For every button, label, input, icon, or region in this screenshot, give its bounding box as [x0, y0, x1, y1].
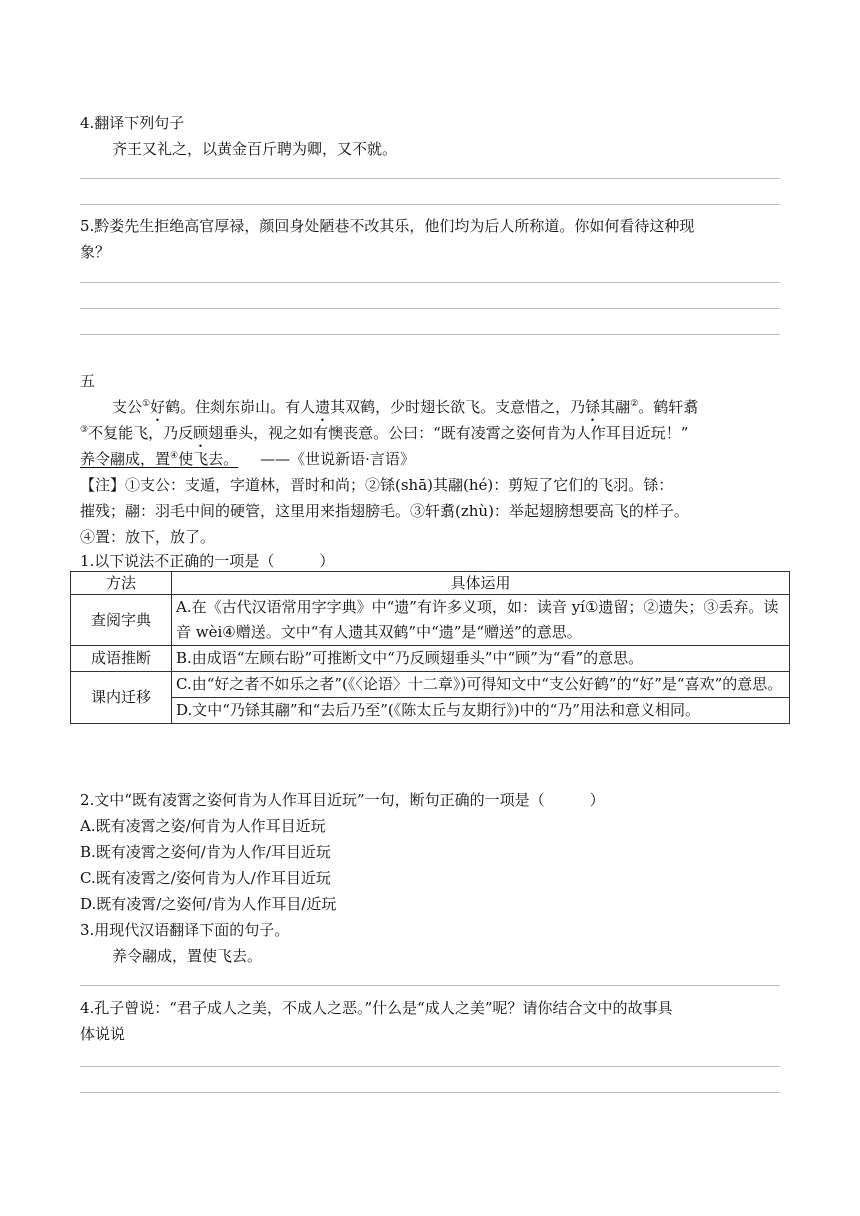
method-cell: 成语推断 [71, 646, 172, 672]
footnote-marker: ③ [80, 425, 89, 435]
answer-line [80, 308, 780, 309]
question-4b-prompt-line2: 体说说 [80, 1025, 126, 1043]
usage-cell: C.由“好之者不如乐之者”(《〈论语〉十二章》)可得知文中“支公好鹤”的“好”是“喜欢”的意思。 [172, 672, 790, 698]
method-cell: 查阅字典 [71, 595, 172, 646]
option-a: A.既有凌霄之姿/何肯为人作耳目近玩 [80, 817, 326, 835]
passage-text: 鹤。住剡东峁山。有人 [165, 398, 316, 416]
emphasized-word: 顾 [193, 424, 209, 442]
table-row [71, 698, 790, 724]
answer-line [80, 178, 780, 179]
passage-text: 其翮 [600, 398, 631, 416]
passage-line-2 [80, 420, 785, 446]
passage-text: 。鹤轩翥 [638, 398, 699, 416]
header-method: 方法 [71, 572, 172, 595]
question-4b-prompt-line1: 4.孔子曾说：“君子成人之美，不成人之恶。”什么是“成人之美”呢？请你结合文中的故事具 [80, 999, 673, 1017]
option-c: C.既有凌霄之/姿何肯为人/作耳目近玩 [80, 869, 331, 887]
table-row [71, 646, 790, 672]
usage-cell: D.文中“乃铩其翮”和“去后乃至”(《陈太丘与友期行》)中的“乃”用法和意义相同。 [172, 698, 790, 724]
method-cell: 课内迁移 [71, 672, 172, 724]
passage-line-1 [80, 394, 785, 420]
question-3-sentence: 养令翮成，置使飞去。 [112, 947, 263, 965]
passage-text: 翅垂头，视之如有懊丧意。公曰：“既有凌霄之姿何肯为人作耳目近玩！” [208, 424, 689, 442]
answer-line [80, 282, 780, 283]
passage-source: ——《世说新语·言语》 [260, 450, 415, 468]
table-row [71, 595, 790, 646]
emphasized-word: 遗 [315, 398, 331, 416]
footnote-marker: ② [630, 399, 639, 409]
question-3-prompt: 3.用现代汉语翻译下面的句子。 [80, 921, 290, 939]
section-number: 五 [80, 372, 96, 390]
passage-text: 支公 [112, 398, 143, 416]
option-b: B.既有凌霄之姿何/肯为人作/耳目近玩 [80, 843, 331, 861]
usage-cell: B.由成语“左顾右盼”可推断文中“乃反顾翅垂头”中“顾”为“看”的意思。 [172, 646, 790, 672]
passage-text: 使飞去。 [178, 450, 239, 468]
question-1-prompt: 1.以下说法不正确的一项是（ ） [80, 552, 335, 570]
answer-line [80, 985, 780, 986]
emphasized-word: 好 [150, 398, 166, 416]
note-line-1: 【注】①支公：支遁，字道林，晋时和尚；②铩(shā)其翮(hé)：剪短了它们的飞羽。铩： [80, 476, 674, 494]
passage-text: 养令翮成，置 [80, 450, 171, 468]
header-usage: 具体运用 [172, 572, 790, 595]
passage-line-3 [80, 446, 785, 472]
answer-line [80, 1092, 780, 1093]
passage-text: 不复能飞，乃反 [88, 424, 194, 442]
question-4-prompt: 4.翻译下列句子 [80, 114, 185, 132]
classical-passage [80, 394, 785, 550]
usage-cell: A.在《古代汉语常用字字典》中“遗”有许多义项，如：读音 yí①遗留；②遗失；③丢弃。读音 wèi④赠送。文中“有人遗其双鹤”中“遗”是“赠送”的意思。 [172, 595, 790, 646]
note-line-2: 摧残；翮：羽毛中间的硬管，这里用来指翅膀毛。③轩翥(zhù)：举起翅膀想要高飞的样子。 [80, 502, 689, 520]
table-header-row [71, 572, 790, 595]
option-d: D.既有凌霄/之姿何/肯为人作耳目/近玩 [80, 895, 337, 913]
note-line-3: ④置：放下，放了。 [80, 528, 216, 546]
table-row [71, 672, 790, 698]
emphasized-word: 铩 [585, 398, 601, 416]
question-5-prompt-line1: 5.黔娄先生拒绝高官厚禄，颜回身处陋巷不改其乐，他们均为后人所称道。你如何看待这种现 [80, 217, 695, 235]
footnote-marker: ① [142, 399, 151, 409]
answer-line [80, 204, 780, 205]
passage-text: 其双鹤，少时翅长欲飞。支意惜之，乃 [330, 398, 586, 416]
answer-line [80, 1066, 780, 1067]
question-2-prompt: 2.文中“既有凌霄之姿何肯为人作耳目近玩”一句，断句正确的一项是（ ） [80, 791, 605, 809]
footnote-marker: ④ [170, 451, 179, 461]
answer-line [80, 334, 780, 335]
underlined-sentence [80, 450, 238, 468]
question-4-sentence: 齐王又礼之，以黄金百斤聘为卿，又不就。 [112, 140, 398, 158]
methods-table [70, 571, 790, 724]
question-5-prompt-line2: 象？ [80, 243, 111, 261]
